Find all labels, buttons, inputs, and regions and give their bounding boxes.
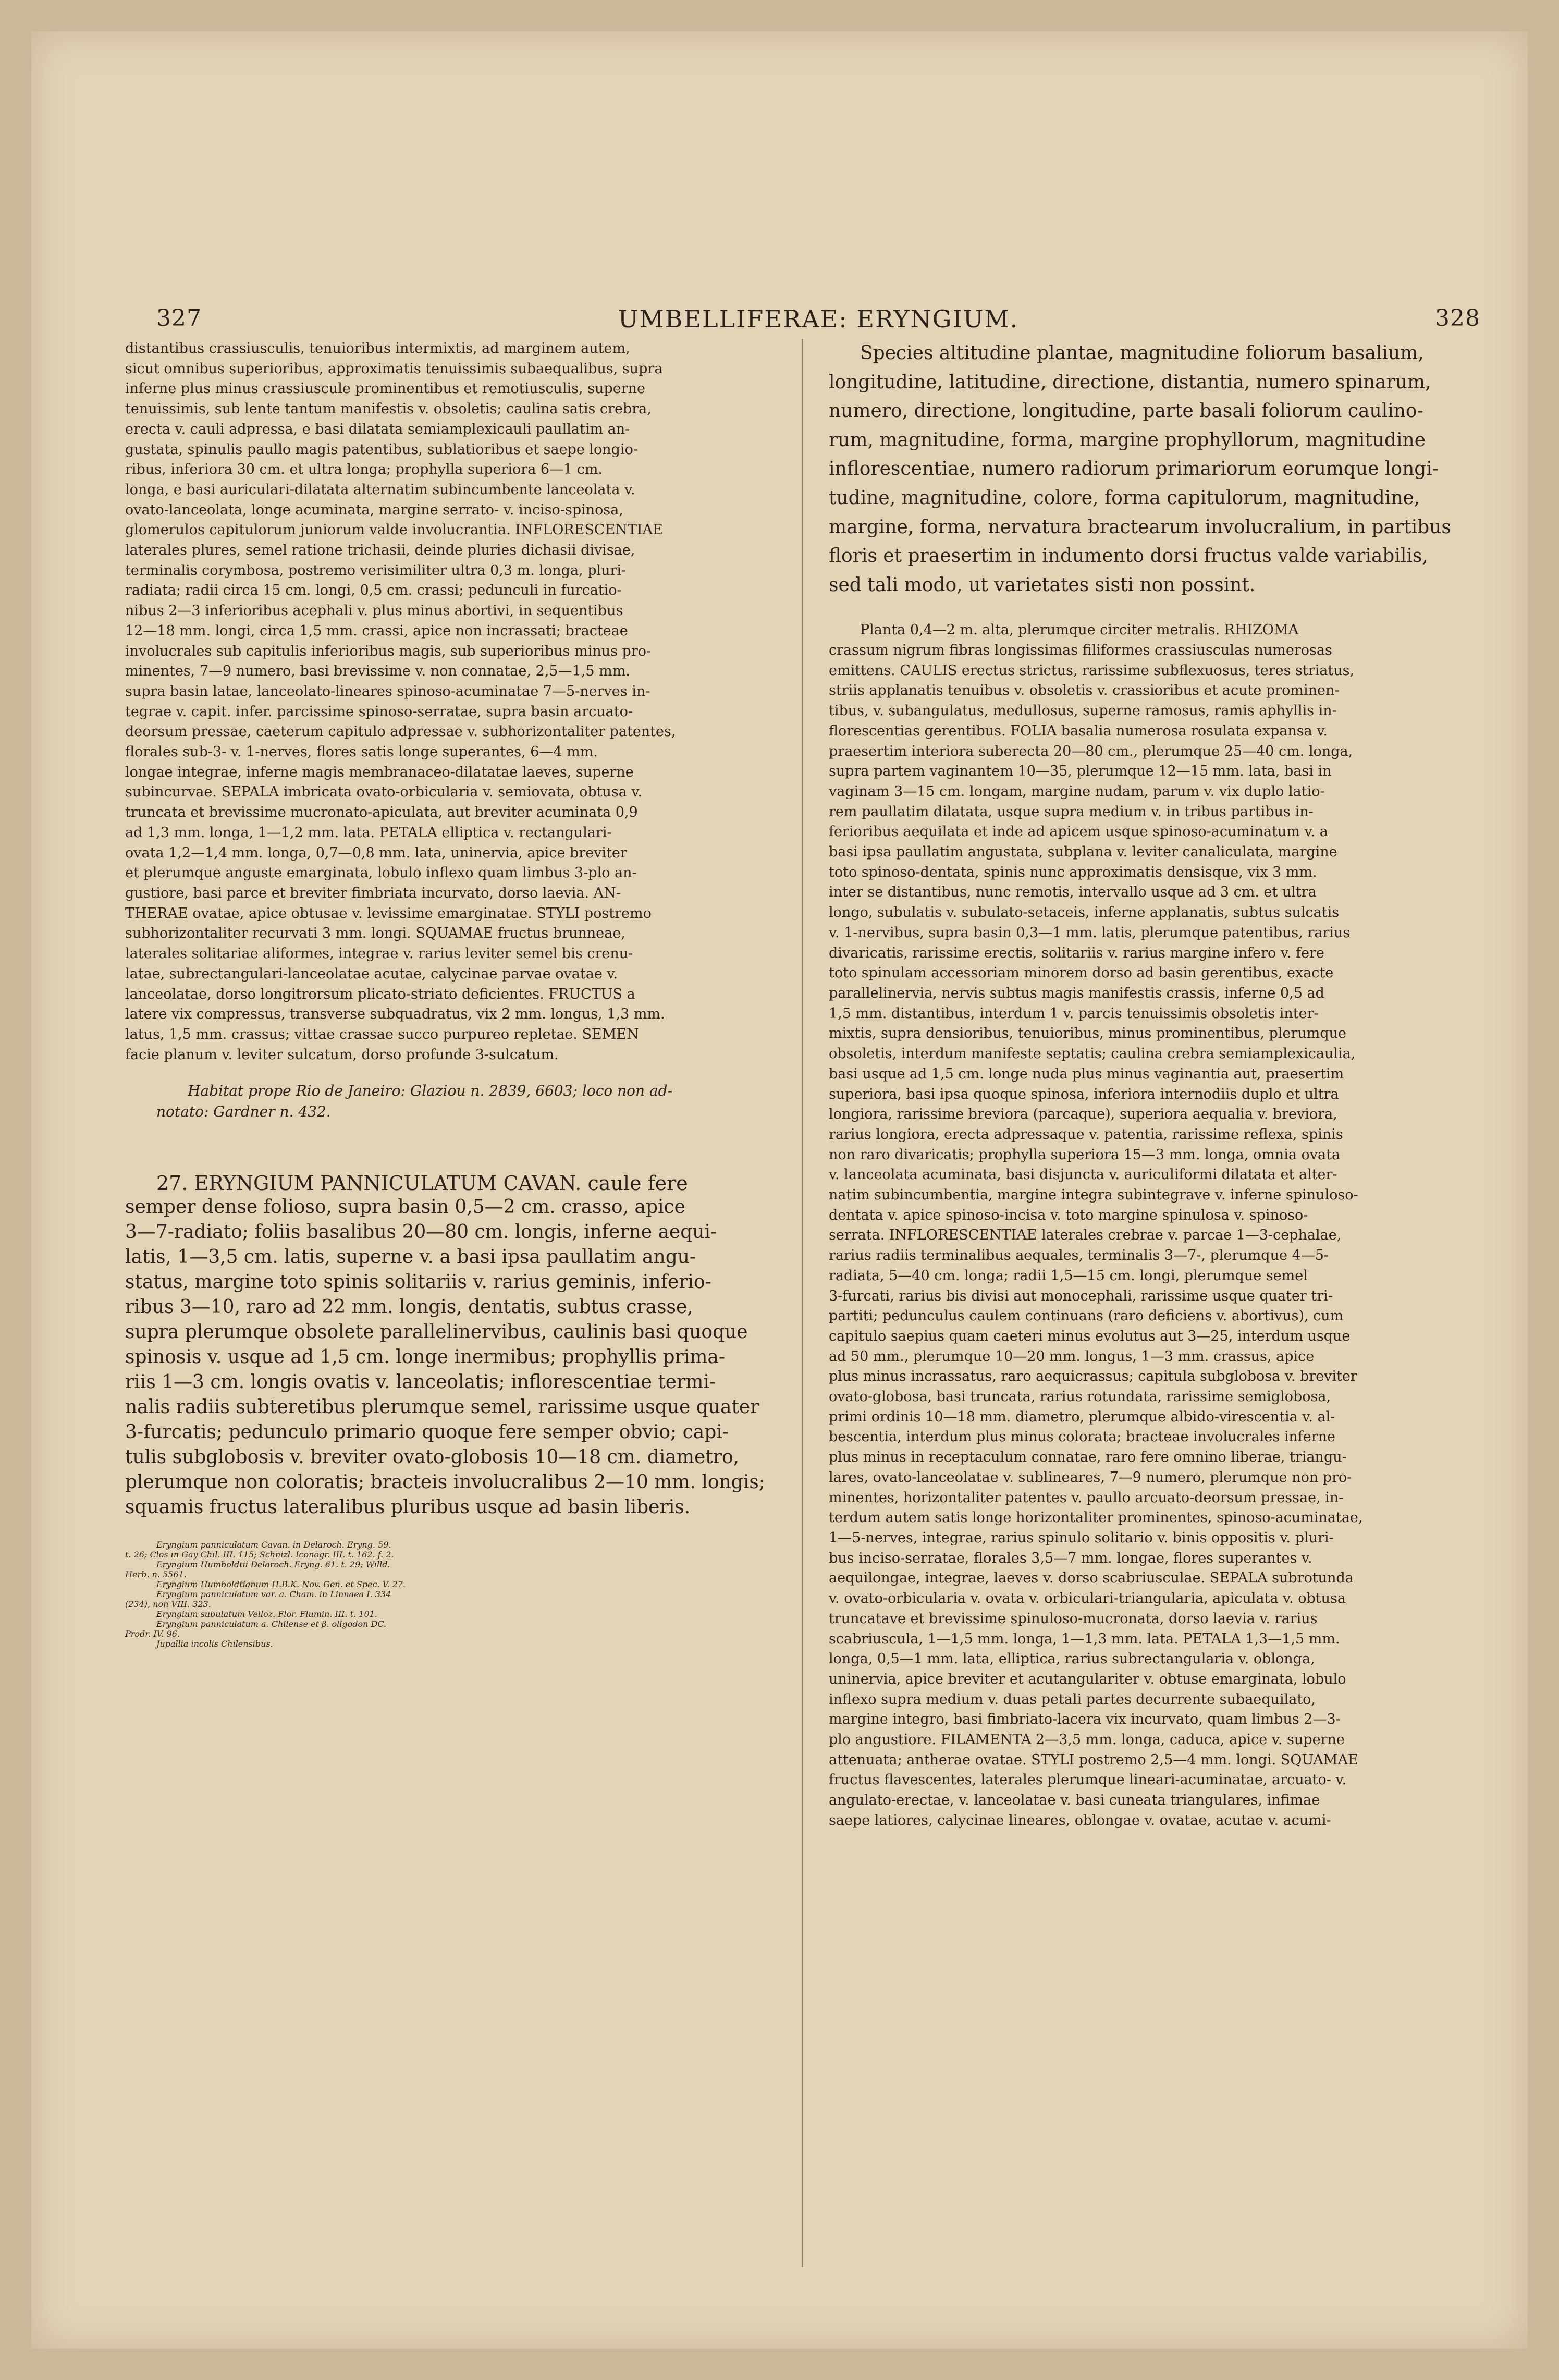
description-continued	[125, 339, 774, 1065]
text-line: laterales plures, semel ratione trichasii, deinde pluries dichasii divisae,	[125, 542, 635, 559]
text-line: gustata, spinulis paullo magis patentibus, sublatioribus et saepe longio-	[125, 441, 638, 458]
body-line: margine integro, basi fimbriato-lacera vix incurvato, quam limbus 2—3-	[829, 1711, 1341, 1728]
intro-line: tudine, magnitudine, colore, forma capitulorum, magnitudine,	[829, 487, 1420, 509]
species-name: ERYNGIUM PANNICULATUM CAVAN.	[194, 1172, 582, 1195]
body-line: vaginam 3—15 cm. longam, margine nudam, parum v. vix duplo latio-	[829, 783, 1325, 800]
text-line: gustiore, basi parce et breviter fimbriata incurvato, dorso laevia. AN-	[125, 885, 621, 901]
body-line: terdum autem satis longe horizontaliter prominentes, spinoso-acuminatae,	[829, 1510, 1363, 1526]
body-line: rem paullatim dilatata, usque supra medium v. in tribus partibus in-	[829, 803, 1314, 820]
body-line: bescentia, interdum plus minus colorata; bracteae involucrales inferne	[829, 1429, 1335, 1445]
synonymy	[125, 1540, 774, 1649]
body-line: 1,5 mm. distantibus, interdum 1 v. parcis tenuissimis obsoletis inter-	[829, 1005, 1319, 1022]
text-line: latus, 1,5 mm. crassus; vittae crassae succo purpureo repletae. SEMEN	[125, 1026, 639, 1042]
text-line: et plerumque anguste emarginata, lobulo inflexo quam limbus 3-plo an-	[125, 865, 637, 881]
body-line: longiora, rarissime breviora (parcaque), superiora aequalia v. breviora,	[829, 1106, 1337, 1123]
text-line: radiata; radii circa 15 cm. longi, 0,5 cm. crassi; pedunculi in furcatio-	[125, 582, 622, 599]
body-line: supra partem vaginantem 10—35, plerumque 12—15 mm. lata, basi in	[829, 763, 1332, 780]
synonym-line: Jupallia incolis Chilensibus.	[156, 1639, 273, 1649]
body-line: longa, 0,5—1 mm. lata, elliptica, rarius subrectangularia v. oblonga,	[829, 1651, 1315, 1667]
right-column	[829, 339, 1478, 2267]
body-line: plus minus incrassatus, raro aequicrassus; capitula subglobosa v. breviter	[829, 1368, 1357, 1385]
body-line: divaricatis, rarissime erectis, solitariis v. rarius margine infero v. fere	[829, 944, 1324, 961]
intro-line: longitudine, latitudine, directione, distantia, numero spinarum,	[829, 371, 1431, 393]
body-line: non raro divaricatis; prophylla superiora 15—3 mm. longa, omnia ovata	[829, 1146, 1341, 1163]
body-line: natim subincumbentia, margine integra subintegrave v. inferne spinuloso-	[829, 1187, 1358, 1204]
diagnosis-line: 3—7-radiato; foliis basalibus 20—80 cm. longis, inferne aequi-	[125, 1221, 717, 1243]
body-line: Planta 0,4—2 m. alta, plerumque circiter metralis. RHIZOMA	[860, 622, 1299, 639]
body-line: fructus flavescentes, laterales plerumque lineari-acuminatae, arcuato- v.	[829, 1772, 1347, 1788]
diagnosis-line: semper dense folioso, supra basin 0,5—2 cm. crasso, apice	[125, 1196, 685, 1218]
body-line: longo, subulatis v. subulato-setaceis, inferne applanatis, subtus sulcatis	[829, 904, 1340, 921]
body-line: basi usque ad 1,5 cm. longe nuda plus minus vaginantia aut, praesertim	[829, 1065, 1344, 1082]
text-line: tenuissimis, sub lente tantum manifestis v. obsoletis; caulina satis crebra,	[125, 401, 652, 418]
body-line: florescentias gerentibus. FOLIA basalia numerosa rosulata expansa v.	[829, 722, 1328, 739]
text-line: sicut omnibus superioribus, approximatis tenuissimis subaequalibus, supra	[125, 360, 663, 377]
species-desc-first: caule fere	[587, 1172, 688, 1195]
body-line: scabriuscula, 1—1,5 mm. longa, 1—1,3 mm. lata. PETALA 1,3—1,5 mm.	[829, 1630, 1340, 1647]
body-line: parallelinervia, nervis subtus magis manifestis crassis, inferne 0,5 ad	[829, 985, 1324, 1001]
intro-line: sed tali modo, ut varietates sisti non possint.	[829, 574, 1256, 596]
text-line: latae, subrectangulari-lanceolatae acutae, calycinae parvae ovatae v.	[125, 965, 618, 982]
body-line: basi ipsa paullatim angustata, subplana v. leviter canaliculata, margine	[829, 844, 1337, 861]
body-line: attenuata; antherae ovatae. STYLI postremo 2,5—4 mm. longi. SQUAMAE	[829, 1751, 1358, 1768]
body-line: truncatave et brevissime spinuloso-mucronata, dorso laevia v. rarius	[829, 1610, 1318, 1627]
diagnosis-line: riis 1—3 cm. longis ovatis v. lanceolatis; inflorescentiae termi-	[125, 1371, 716, 1393]
synonym-line: Eryngium Humboldtii Delaroch. Eryng. 61. t. 29; Willd.	[156, 1560, 390, 1570]
habitat-note	[125, 1081, 774, 1122]
diagnosis-line: supra plerumque obsolete parallelinervibus, caulinis basi quoque	[125, 1321, 748, 1343]
text-line: glomerulos capitulorum juniorum valde involucrantia. INFLORESCENTIAE	[125, 522, 663, 538]
body-line: ovato-globosa, basi truncata, rarius rotundata, rarissime semiglobosa,	[829, 1389, 1331, 1405]
body-line: toto spinoso-dentata, spinis nunc approximatis densisque, vix 3 mm.	[829, 864, 1317, 880]
body-line: partiti; pedunculus caulem continuans (raro deficiens v. abortivus), cum	[829, 1308, 1344, 1324]
page-number-right: 328	[1435, 305, 1480, 332]
text-line: ribus, inferiora 30 cm. et ultra longa; prophylla superiora 6—1 cm.	[125, 461, 603, 478]
body-line: superiora, basi ipsa quoque spinosa, inferiora internodiis duplo et ultra	[829, 1086, 1339, 1102]
diagnosis-line: plerumque non coloratis; bracteis involucralibus 2—10 mm. longis;	[125, 1471, 765, 1493]
body-line: saepe latiores, calycinae lineares, oblongae v. ovatae, acutae v. acumi-	[829, 1812, 1331, 1829]
body-line: obsoletis, interdum manifeste septatis; caulina crebra semiamplexicaulia,	[829, 1046, 1356, 1062]
body-line: v. lanceolata acuminata, basi disjuncta v. auriculiformi dilatata et alter-	[829, 1167, 1337, 1183]
diagnosis-line: nalis radiis subteretibus plerumque semel, rarissime usque quater	[125, 1396, 759, 1418]
body-line: bus inciso-serratae, florales 3,5—7 mm. longae, flores superantes v.	[829, 1550, 1312, 1566]
body-line: striis applanatis tenuibus v. obsoletis v. crassioribus et acute prominen-	[829, 682, 1340, 699]
diagnosis-line: tulis subglobosis v. breviter ovato-globosis 10—18 cm. diametro,	[125, 1446, 740, 1468]
text-line: minentes, 7—9 numero, basi brevissime v. non connatae, 2,5—1,5 mm.	[125, 663, 630, 680]
body-line: praesertim interiora suberecta 20—80 cm., plerumque 25—40 cm. longa,	[829, 743, 1353, 759]
diagnosis-line: latis, 1—3,5 cm. latis, superne v. a basi ipsa paullatim angu-	[125, 1246, 696, 1268]
diagnosis-line: ribus 3—10, raro ad 22 mm. longis, dentatis, subtus crasse,	[125, 1296, 693, 1318]
synonym-line: Eryngium panniculatum a. Chilense et β. oligodon DC.	[156, 1619, 387, 1629]
body-line: plo angustiore. FILAMENTA 2—3,5 mm. longa, caduca, apice v. superne	[829, 1732, 1345, 1748]
text-line: tegrae v. capit. infer. parcissime spinoso-serratae, supra basin arcuato-	[125, 703, 633, 720]
diagnosis-line: 3-furcatis; pedunculo primario quoque fere semper obvio; capi-	[125, 1421, 729, 1443]
body-line: inflexo supra medium v. duas petali partes decurrente subaequilato,	[829, 1691, 1316, 1708]
diagnosis-line: squamis fructus lateralibus pluribus usque ad basin liberis.	[125, 1496, 691, 1518]
intro-line: Species altitudine plantae, magnitudine foliorum basalium,	[860, 342, 1424, 364]
text-line: supra basin latae, lanceolato-lineares spinoso-acuminatae 7—5-nerves in-	[125, 683, 650, 700]
body-line: tibus, v. subangulatus, medullosus, superne ramosus, ramis aphyllis in-	[829, 703, 1337, 719]
synonym-line: t. 26; Clos in Gay Chil. III. 115; Schnizl. Iconogr. III. t. 162. f. 2.	[125, 1550, 394, 1560]
body-line: rarius radiis terminalibus aequales, terminalis 3—7-, plerumque 4—5-	[829, 1247, 1329, 1264]
body-line: ferioribus aequilata et inde ad apicem usque spinoso-acuminatum v. a	[829, 824, 1328, 840]
body-line: inter se distantibus, nunc remotis, intervallo usque ad 3 cm. et ultra	[829, 884, 1317, 901]
diagnosis-line: spinosis v. usque ad 1,5 cm. longe inermibus; prophyllis prima-	[125, 1346, 726, 1368]
synonym-line: Herb. n. 5561.	[125, 1569, 187, 1580]
text-line: laterales solitariae aliformes, integrae v. rarius leviter semel bis crenu-	[125, 946, 633, 962]
intro-line: numero, directione, longitudine, parte basali foliorum caulino-	[829, 400, 1423, 422]
text-line: lanceolatae, dorso longitrorsum plicato-striato deficientes. FRUCTUS a	[125, 986, 635, 1002]
text-line: 12—18 mm. longi, circa 1,5 mm. crassi, apice non incrassati; bracteae	[125, 622, 628, 639]
column-divider	[802, 339, 803, 2267]
text-line: ad 1,3 mm. longa, 1—1,2 mm. lata. PETALA elliptica v. rectangulari-	[125, 824, 612, 841]
body-line: toto spinulam accessoriam minorem dorso ad basin gerentibus, exacte	[829, 965, 1334, 982]
intro-line: margine, forma, nervatura bractearum involucralium, in partibus	[829, 516, 1451, 538]
species-heading	[125, 1172, 774, 1195]
page-header	[156, 292, 1480, 344]
intro-line: floris et praesertim in indumento dorsi fructus valde variabilis,	[829, 545, 1428, 567]
text-line: involucrales sub capitulis inferioribus magis, sub superioribus minus pro-	[125, 643, 652, 659]
text-line: truncata et brevissime mucronato-apiculata, aut breviter acuminata 0,9	[125, 804, 638, 821]
text-line: erecta v. cauli adpressa, e basi dilatata semiamplexicauli paullatim an-	[125, 421, 630, 437]
intro-line: inflorescentiae, numero radiorum primariorum eorumque longi-	[829, 458, 1439, 480]
text-line: ovata 1,2—1,4 mm. longa, 0,7—0,8 mm. lata, uninervia, apice breviter	[125, 844, 627, 861]
body-line: lares, ovato-lanceolatae v. sublineares, 7—9 numero, plerumque non pro-	[829, 1469, 1352, 1486]
synonym-line: Eryngium panniculatum var. a. Cham. in Linnaea I. 334	[156, 1589, 391, 1600]
text-line: subhorizontaliter recurvati 3 mm. longi. SQUAMAE fructus brunneae,	[125, 925, 625, 942]
species-number: 27.	[156, 1172, 188, 1195]
body-line: serrata. INFLORESCENTIAE laterales crebrae v. parcae 1—3-cephalae,	[829, 1227, 1342, 1244]
variability-note	[829, 339, 1478, 599]
text-line: facie planum v. leviter sulcatum, dorso profunde 3-sulcatum.	[125, 1046, 559, 1063]
habitat-line: notato: Gardner n. 432.	[156, 1103, 331, 1121]
body-line: plus minus in receptaculum connatae, raro fere omnino liberae, triangu-	[829, 1449, 1347, 1466]
body-line: dentata v. apice spinoso-incisa v. toto margine spinulosa v. spinoso-	[829, 1207, 1308, 1223]
body-line: angulato-erectae, v. lanceolatae v. basi cuneata triangulares, infimae	[829, 1792, 1320, 1809]
body-line: 1—5-nerves, integrae, rarius spinulo solitario v. binis oppositis v. pluri-	[829, 1529, 1334, 1546]
text-line: nibus 2—3 inferioribus acephali v. plus minus abortivi, in sequentibus	[125, 603, 623, 619]
text-line: deorsum pressae, caeterum capitulo adpressae v. subhorizontaliter patentes,	[125, 723, 676, 740]
body-line: emittens. CAULIS erectus strictus, rarissime subflexuosus, teres striatus,	[829, 662, 1355, 679]
body-line: primi ordinis 10—18 mm. diametro, plerumque albido-virescentia v. al-	[829, 1408, 1335, 1425]
page-number-left: 327	[156, 305, 202, 332]
body-line: v. ovato-orbicularia v. ovata v. orbiculari-triangularia, apiculata v. obtusa	[829, 1590, 1346, 1607]
synonym-line: (234), non VIII. 323.	[125, 1599, 211, 1610]
synonym-line: Eryngium subulatum Velloz. Flor. Flumin. III. t. 101.	[156, 1609, 377, 1620]
text-line: terminalis corymbosa, postremo verisimiliter ultra 0,3 m. longa, pluri-	[125, 562, 627, 579]
diagnosis-line: status, margine toto spinis solitariis v. rarius geminis, inferio-	[125, 1271, 711, 1293]
body-line: uninervia, apice breviter et acutangulariter v. obtuse emarginata, lobulo	[829, 1671, 1346, 1687]
body-line: mixtis, supra densioribus, tenuioribus, minus prominentibus, plerumque	[829, 1025, 1346, 1042]
body-line: capitulo saepius quam caeteri minus evolutus aut 3—25, interdum usque	[829, 1328, 1351, 1344]
intro-line: rum, magnitudine, forma, margine prophyllorum, magnitudine	[829, 429, 1426, 451]
text-line: florales sub-3- v. 1-nerves, flores satis longe superantes, 6—4 mm.	[125, 744, 598, 760]
body-line: v. 1-nervibus, supra basin 0,3—1 mm. latis, plerumque patentibus, rarius	[829, 924, 1351, 941]
running-title: UMBELLIFERAE: ERYNGIUM.	[618, 305, 1019, 333]
species-diagnosis	[125, 1195, 774, 1520]
body-line: ad 50 mm., plerumque 10—20 mm. longus, 1—3 mm. crassus, apice	[829, 1348, 1315, 1365]
synonym-line: Eryngium Humboldtianum H.B.K. Nov. Gen. et Spec. V. 27.	[156, 1579, 406, 1590]
body-line: rarius longiora, erecta adpressaque v. patentia, rarissime reflexa, spinis	[829, 1126, 1343, 1143]
text-line: distantibus crassiusculis, tenuioribus intermixtis, ad marginem autem,	[125, 340, 630, 357]
text-line: inferne plus minus crassiuscule prominentibus et remotiusculis, superne	[125, 381, 645, 397]
body-line: radiata, 5—40 cm. longa; radii 1,5—15 cm. longi, plerumque semel	[829, 1267, 1308, 1284]
body-line: aequilongae, integrae, laeves v. dorso scabriusculae. SEPALA subrotunda	[829, 1570, 1354, 1587]
text-line: THERAE ovatae, apice obtusae v. levissime emarginatae. STYLI postremo	[125, 905, 652, 922]
habitat-line: Habitat prope Rio de Janeiro: Glaziou n. 2839, 6603; loco non ad-	[188, 1082, 673, 1100]
text-line: latere vix compressus, transverse subquadratus, vix 2 mm. longus, 1,3 mm.	[125, 1006, 665, 1023]
text-line: ovato-lanceolata, longe acuminata, margine serrato- v. inciso-spinosa,	[125, 501, 623, 518]
text-line: subincurvae. SEPALA imbricata ovato-orbicularia v. semiovata, obtusa v.	[125, 784, 643, 801]
text-line: longae integrae, inferne magis membranaceo-dilatatae laeves, superne	[125, 764, 634, 780]
full-description	[829, 620, 1478, 1831]
body-line: minentes, horizontaliter patentes v. paullo arcuato-deorsum pressae, in-	[829, 1489, 1344, 1506]
synonym-line: Prodr. IV. 96.	[125, 1629, 180, 1639]
synonym-line: Eryngium panniculatum Cavan. in Delaroch. Eryng. 59.	[156, 1540, 391, 1550]
body-line: crassum nigrum fibras longissimas filiformes crassiusculas numerosas	[829, 642, 1332, 659]
left-column	[125, 339, 774, 2267]
text-line: longa, e basi auriculari-dilatata alternatim subincumbente lanceolata v.	[125, 481, 635, 498]
body-line: 3-furcati, rarius bis divisi aut monocephali, rarissime usque quater tri-	[829, 1287, 1333, 1304]
